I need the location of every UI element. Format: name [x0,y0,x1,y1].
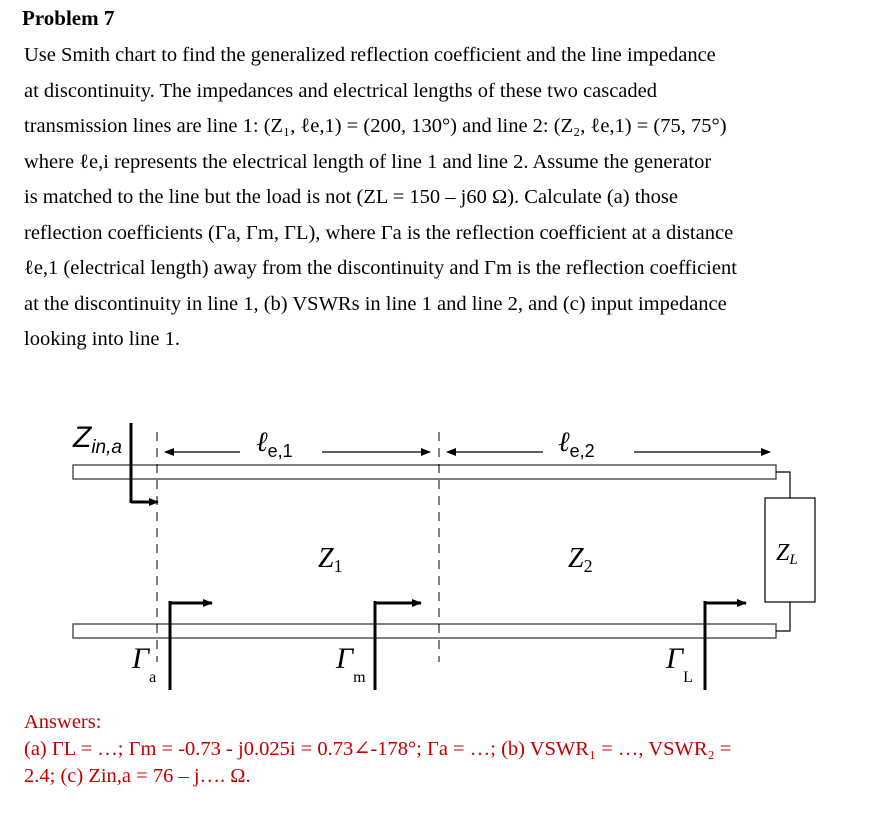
zl-label: ZL [776,540,798,568]
answer-line: 2.4; (c) Zin,a = 76 – j…. Ω. [24,765,251,787]
statement-line: is matched to the line but the load is not (ZL = 150 – j60 Ω). Calculate (a) those [24,186,678,208]
load-wire-bottom [776,602,790,631]
load-wire-top [776,472,790,498]
z2-label: Z2 [568,543,593,576]
le1-label: ℓ$_{e,1}$ [256,425,293,461]
lower-conductor [73,624,776,638]
statement-line: reflection coefficients (Γa, Γm, ΓL), where Γa is the reflection coefficient at a distance [24,221,734,244]
statement-line: transmission lines are line 1: (Z₁, ℓe,1) = (200, 130°) and line 2: (Z₂, ℓe,1) = (75, 75°) [24,115,727,137]
problem-title: Problem 7 [22,6,115,30]
z1-label: Z1 [318,543,343,576]
statement-line: where ℓe,i represents the electrical length of line 1 and line 2. Assume the generator [24,150,712,173]
statement-line: looking into line 1. [24,328,181,350]
statement-line: at discontinuity. The impedances and electrical lengths of these two cascaded [24,79,657,102]
statement-line: Use Smith chart to find the generalized reflection coefficient and the line impedance [24,44,716,66]
statement-line: ℓe,1 (electrical length) away from the discontinuity and Γm is the reflection coefficient [24,257,737,279]
answers-heading: Answers: [24,711,102,733]
le2-label: ℓ$_{e,2}$ [558,425,595,461]
gamma-l-label: $\Gamma_L$ [666,642,693,686]
load-impedance-box [765,498,815,602]
gamma-a-label: $\Gamma_a$ [132,642,157,686]
answer-line: (a) ΓL = …; Γm = -0.73 - j0.025i = 0.73∠-178°; Γa = …; (b) VSWR₁ = …, VSWR₂ = [24,738,732,760]
upper-conductor [73,465,776,479]
statement-line: at the discontinuity in line 1, (b) VSWRs in line 1 and line 2, and (c) input impedance [24,292,727,315]
answers-text [24,736,864,790]
gamma-m-label: $\Gamma_m$ [336,642,366,686]
zin-label: $Z_{in,a}$ [73,421,122,458]
